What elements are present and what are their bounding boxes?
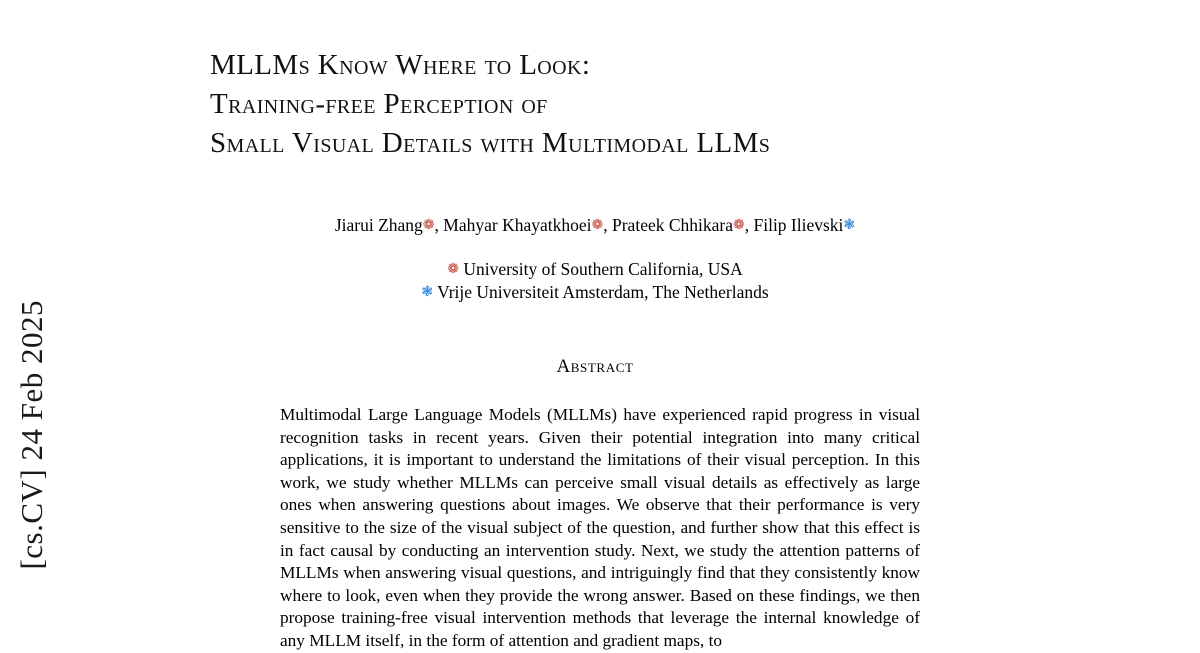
arxiv-identifier-stamp: [cs.CV] 24 Feb 2025 xyxy=(14,300,49,570)
affiliation-usc-text: University of Southern California, USA xyxy=(463,259,743,279)
author-3-name: Prateek Chhikara xyxy=(612,215,733,235)
author-2-name: Mahyar Khayatkhoei xyxy=(443,215,592,235)
affiliation-list xyxy=(210,258,980,304)
abstract-heading: Abstract xyxy=(556,356,634,377)
affiliation-mark-vu-icon: ❃ xyxy=(843,218,856,233)
affiliation-vu xyxy=(210,281,980,304)
abstract-text: Multimodal Large Language Models (MLLMs) have experienced rapid progress in visual recognition tasks in recent years. Given their potential integration into many critical applications, it is important to understand the limitations of their visual perception. In this work, we study whether MLLMs can perceive small visual details as effectively as large ones when answering questions about images. We observe that their performance is very sensitive to the size of the visual subject of the question, and further show that this effect is in fact causal by conducting an intervention study. Next, we study the attention patterns of MLLMs when answering visual questions, and intriguingly find that they consistently know where to look, even when they provide the wrong answer. Based on these findings, we then propose training-free visual intervention methods that leverage the internal knowledge of any MLLM itself, in the form of attention and gradient maps, to xyxy=(280,405,920,650)
affiliation-mark-usc-icon: ❁ xyxy=(591,218,604,233)
author-4-name: Filip Ilievski xyxy=(753,215,844,235)
title-line-2: Training-free Perception of xyxy=(210,88,548,120)
author-1-name: Jiarui Zhang xyxy=(334,215,423,235)
paper-content xyxy=(210,0,980,653)
author-list: Jiarui Zhang❁, Mahyar Khayatkhoei❁, Prateek Chhikara❁, Filip Ilievski❃ xyxy=(334,215,856,235)
title-line-3: Small Visual Details with Multimodal LLMs xyxy=(210,127,771,159)
affiliation-mark-usc-icon: ❁ xyxy=(447,262,459,277)
affiliation-mark-vu-icon: ❃ xyxy=(421,285,434,300)
affiliation-mark-usc-icon: ❁ xyxy=(733,218,745,233)
affiliation-usc xyxy=(210,258,980,281)
affiliation-vu-text: Vrije Universiteit Amsterdam, The Netherlands xyxy=(437,282,769,302)
title-line-1: MLLMs Know Where to Look: xyxy=(210,49,591,81)
affiliation-mark-usc-icon: ❁ xyxy=(422,218,435,233)
page-title xyxy=(210,46,980,163)
